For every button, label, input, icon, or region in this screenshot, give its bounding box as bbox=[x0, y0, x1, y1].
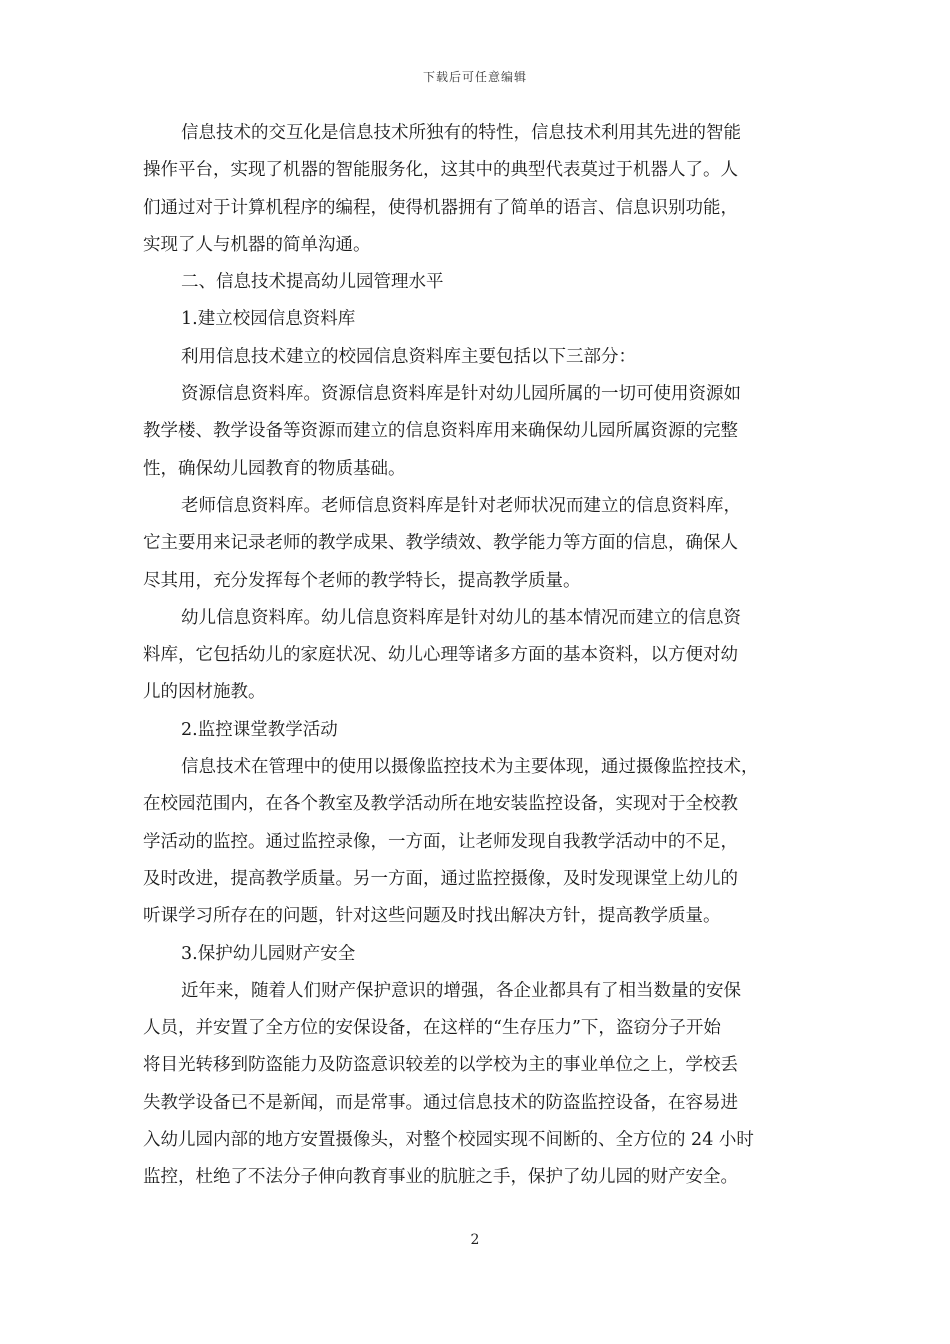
text-line: 教学楼、教学设备等资源而建立的信息资料库用来确保幼儿园所属资源的完整 bbox=[143, 421, 738, 442]
text-line: 儿的因材施教。 bbox=[143, 682, 266, 703]
text-line: 在校园范围内，在各个教室及教学活动所在地安装监控设备，实现对于全校教 bbox=[143, 794, 738, 815]
text-line: 将目光转移到防盗能力及防盗意识较差的以学校为主的事业单位之上，学校丢 bbox=[143, 1055, 738, 1076]
text-line: 及时改进，提高教学质量。另一方面，通过监控摄像，及时发现课堂上幼儿的 bbox=[143, 868, 738, 889]
text-line: 二、信息技术提高幼儿园管理水平 bbox=[181, 272, 444, 293]
text-line: 人员，并安置了全方位的安保设备，在这样的“生存压力”下，盗窃分子开始 bbox=[143, 1018, 721, 1039]
text-line: 近年来，随着人们财产保护意识的增强，各企业都具有了相当数量的安保 bbox=[181, 980, 741, 1001]
page-header: 下载后可任意编辑 bbox=[422, 70, 527, 84]
text-line: 2.监控课堂教学活动 bbox=[181, 719, 338, 740]
text-line: 尽其用，充分发挥每个老师的教学特长，提高教学质量。 bbox=[143, 570, 581, 591]
text-line: 信息技术的交互化是信息技术所独有的特性，信息技术利用其先进的智能 bbox=[181, 123, 741, 143]
text-line: 它主要用来记录老师的教学成果、教学绩效、教学能力等方面的信息，确保人 bbox=[143, 533, 738, 554]
text-line: 入幼儿园内部的地方安置摄像头，对整个校园实现不间断的、全方位的 24 小时 bbox=[143, 1130, 754, 1151]
text-line: 们通过对于计算机程序的编程，使得机器拥有了简单的语言、信息识别功能， bbox=[143, 197, 738, 218]
text-line: 信息技术在管理中的使用以摄像监控技术为主要体现，通过摄像监控技术， bbox=[181, 757, 759, 778]
text-line: 老师信息资料库。老师信息资料库是针对老师状况而建立的信息资料库， bbox=[181, 495, 741, 516]
text-line: 实现了人与机器的简单沟通。 bbox=[143, 234, 371, 255]
text-line: 3.保护幼儿园财产安全 bbox=[181, 943, 356, 964]
page-number: 2 bbox=[470, 1232, 480, 1248]
text-line: 性，确保幼儿园教育的物质基础。 bbox=[143, 458, 406, 479]
text-line: 学活动的监控。通过监控录像，一方面，让老师发现自我教学活动中的不足， bbox=[143, 831, 738, 852]
text-line: 料库，它包括幼儿的家庭状况、幼儿心理等诸多方面的基本资料，以方便对幼 bbox=[143, 645, 738, 666]
text-line: 1.建立校园信息资料库 bbox=[181, 309, 356, 330]
text-line: 失教学设备已不是新闻，而是常事。通过信息技术的防盗监控设备，在容易进 bbox=[143, 1092, 738, 1113]
document-body bbox=[143, 115, 808, 1197]
text-line: 操作平台，实现了机器的智能服务化，这其中的典型代表莫过于机器人了。人 bbox=[143, 160, 738, 181]
text-line: 听课学习所存在的问题，针对这些问题及时找出解决方针，提高教学质量。 bbox=[143, 906, 721, 927]
text-line: 监控，杜绝了不法分子伸向教育事业的肮脏之手，保护了幼儿园的财产安全。 bbox=[143, 1167, 738, 1188]
text-line: 幼儿信息资料库。幼儿信息资料库是针对幼儿的基本情况而建立的信息资 bbox=[181, 607, 741, 628]
text-line: 资源信息资料库。资源信息资料库是针对幼儿园所属的一切可使用资源如 bbox=[181, 384, 741, 405]
text-line: 利用信息技术建立的校园信息资料库主要包括以下三部分： bbox=[181, 346, 636, 367]
